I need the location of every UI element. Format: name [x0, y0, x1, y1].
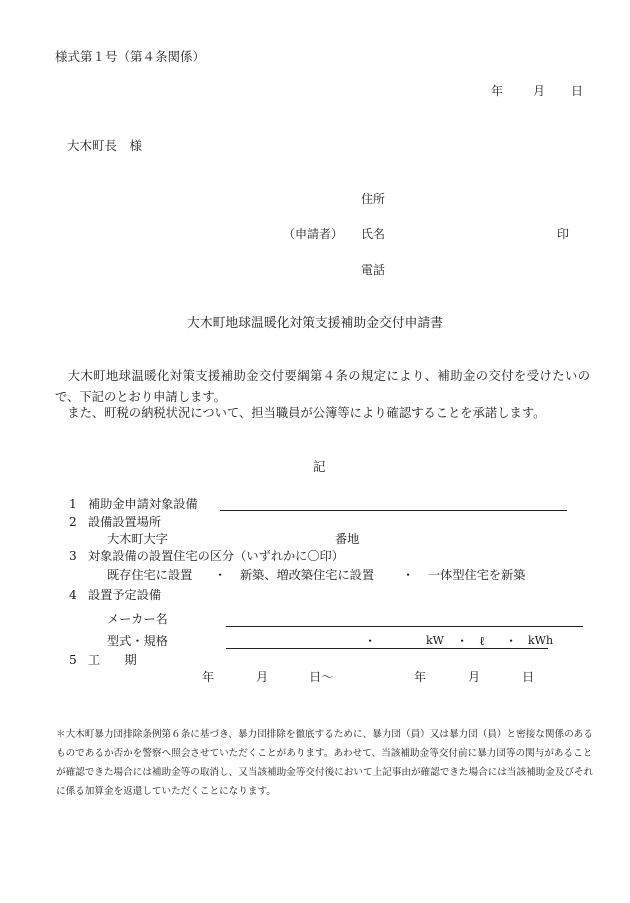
body-paragraph-1: 大木町地球温暖化対策支援補助金交付要綱第４条の規定により、補助金の交付を受けたいので、下記のとおり申請します。 [55, 369, 590, 404]
period-start-day: 日〜 [309, 670, 334, 684]
unit-kw: kW [426, 634, 444, 647]
unit-liter: ℓ [479, 634, 485, 648]
date-day-label: 日 [571, 84, 584, 98]
model-input-line[interactable] [226, 648, 548, 649]
date-year-label: 年 [491, 84, 504, 98]
maker-input-line[interactable] [226, 626, 583, 627]
item2-number: 2 [69, 515, 77, 529]
item3-separator-1: ・ [214, 568, 227, 582]
item3-separator-2: ・ [402, 568, 415, 582]
item4-label: 設置予定設備 [88, 588, 162, 602]
form-number: 様式第１号（第４条関係） [55, 49, 206, 64]
name-label: 氏名 [361, 227, 386, 241]
item3-option-new-build[interactable]: 新築、増改築住宅に設置 [240, 568, 375, 582]
model-label: 型式・規格 [107, 634, 168, 648]
period-end-day: 日 [522, 670, 535, 684]
address-label: 住所 [361, 192, 386, 206]
addressee: 大木町長 様 [67, 138, 143, 153]
period-end-year: 年 [414, 670, 427, 684]
model-dot-3: ・ [505, 634, 518, 648]
item2-banchi: 番地 [335, 532, 360, 546]
unit-kwh: kWh [528, 634, 554, 647]
item1-label: 補助金申請対象設備 [88, 497, 198, 511]
item1-number: 1 [69, 497, 77, 511]
period-start-month: 月 [256, 670, 269, 684]
item2-label: 設備設置場所 [88, 515, 162, 529]
maker-label: メーカー名 [107, 612, 168, 626]
item4-number: 4 [69, 588, 77, 602]
item3-option-integrated[interactable]: 一体型住宅を新築 [428, 568, 526, 582]
applicant-role-label: （申請者） [283, 227, 344, 241]
item1-input-line[interactable] [220, 510, 567, 511]
ki-heading: 記 [313, 459, 326, 474]
footnote: ＊大木町暴力団排除条例第６条に基づき、暴力団排除を徹底するために、暴力団（員）又は暴力団（員）と密接な関係のあるものであるか否かを警察へ照会させていただくことがあります。あわせて、当該補助金等交付前に暴力団等の関与があることが確認できた場合には補助金等の取消し、又当該補助金等交付後において上記事由が確認できた場合には当該補助金及びそれに係る加算金を返還していただくことになります。 [56, 729, 594, 797]
seal-label: 印 [557, 227, 570, 241]
item2-prefix: 大木町大字 [107, 532, 168, 546]
phone-label: 電話 [361, 263, 386, 277]
model-dot-1: ・ [364, 634, 377, 648]
period-start-year: 年 [202, 670, 215, 684]
item5-number: 5 [69, 653, 77, 667]
period-end-month: 月 [468, 670, 481, 684]
document-title: 大木町地球温暖化対策支援補助金交付申請書 [187, 316, 443, 331]
item3-label: 対象設備の設置住宅の区分（いずれかに〇印） [88, 549, 344, 563]
item5-label: 工 期 [88, 653, 137, 667]
date-month-label: 月 [533, 84, 546, 98]
item3-option-existing[interactable]: 既存住宅に設置 [107, 568, 193, 582]
body-paragraph-2: また、町税の納税状況について、担当職員が公簿等により確認することを承諾します。 [55, 406, 546, 420]
item3-number: 3 [69, 549, 77, 563]
model-dot-2: ・ [456, 634, 469, 648]
